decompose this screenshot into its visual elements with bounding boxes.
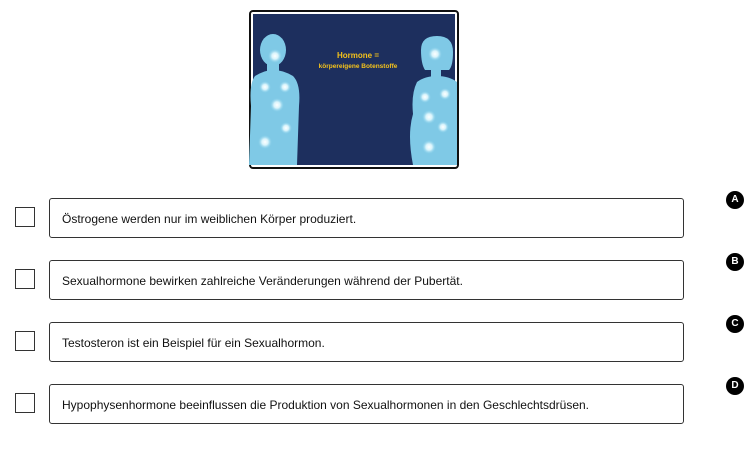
option-letter-badge-c: C: [726, 315, 744, 333]
checkbox-c[interactable]: [15, 331, 35, 351]
human-silhouettes: [253, 14, 455, 165]
answer-option-b[interactable]: [0, 256, 739, 302]
caption-line-2: körpereigene Botenstoffe: [318, 63, 398, 70]
checkbox-b[interactable]: [15, 269, 35, 289]
answer-box-d[interactable]: [49, 380, 739, 424]
option-letter-badge-b: B: [726, 253, 744, 271]
hormone-illustration: [253, 14, 455, 165]
illustration-caption: [313, 50, 403, 72]
answer-option-c[interactable]: [0, 318, 739, 364]
answer-text-b: Sexualhormone bewirken zahlreiche Veränderungen während der Pubertät.: [62, 274, 463, 288]
checkbox-d[interactable]: [15, 393, 35, 413]
answer-text-c: Testosteron ist ein Beispiel für ein Sexualhormon.: [62, 336, 325, 350]
answer-text-a: Östrogene werden nur im weiblichen Körper produziert.: [62, 212, 357, 226]
option-letter-badge-d: D: [726, 377, 744, 395]
answer-box-a[interactable]: [49, 194, 739, 238]
caption-line-1: Hormone =: [336, 51, 379, 60]
answer-box-c[interactable]: [49, 318, 739, 362]
answer-text-d: Hypophysenhormone beeinflussen die Produktion von Sexualhormonen in den Geschlechtsdrüsen.: [62, 398, 589, 412]
option-letter-badge-a: A: [726, 191, 744, 209]
answer-box-b[interactable]: [49, 256, 739, 300]
answer-option-a[interactable]: [0, 194, 739, 240]
checkbox-a[interactable]: [15, 207, 35, 227]
answer-option-d[interactable]: [0, 380, 739, 426]
illustration-frame: [249, 10, 459, 169]
